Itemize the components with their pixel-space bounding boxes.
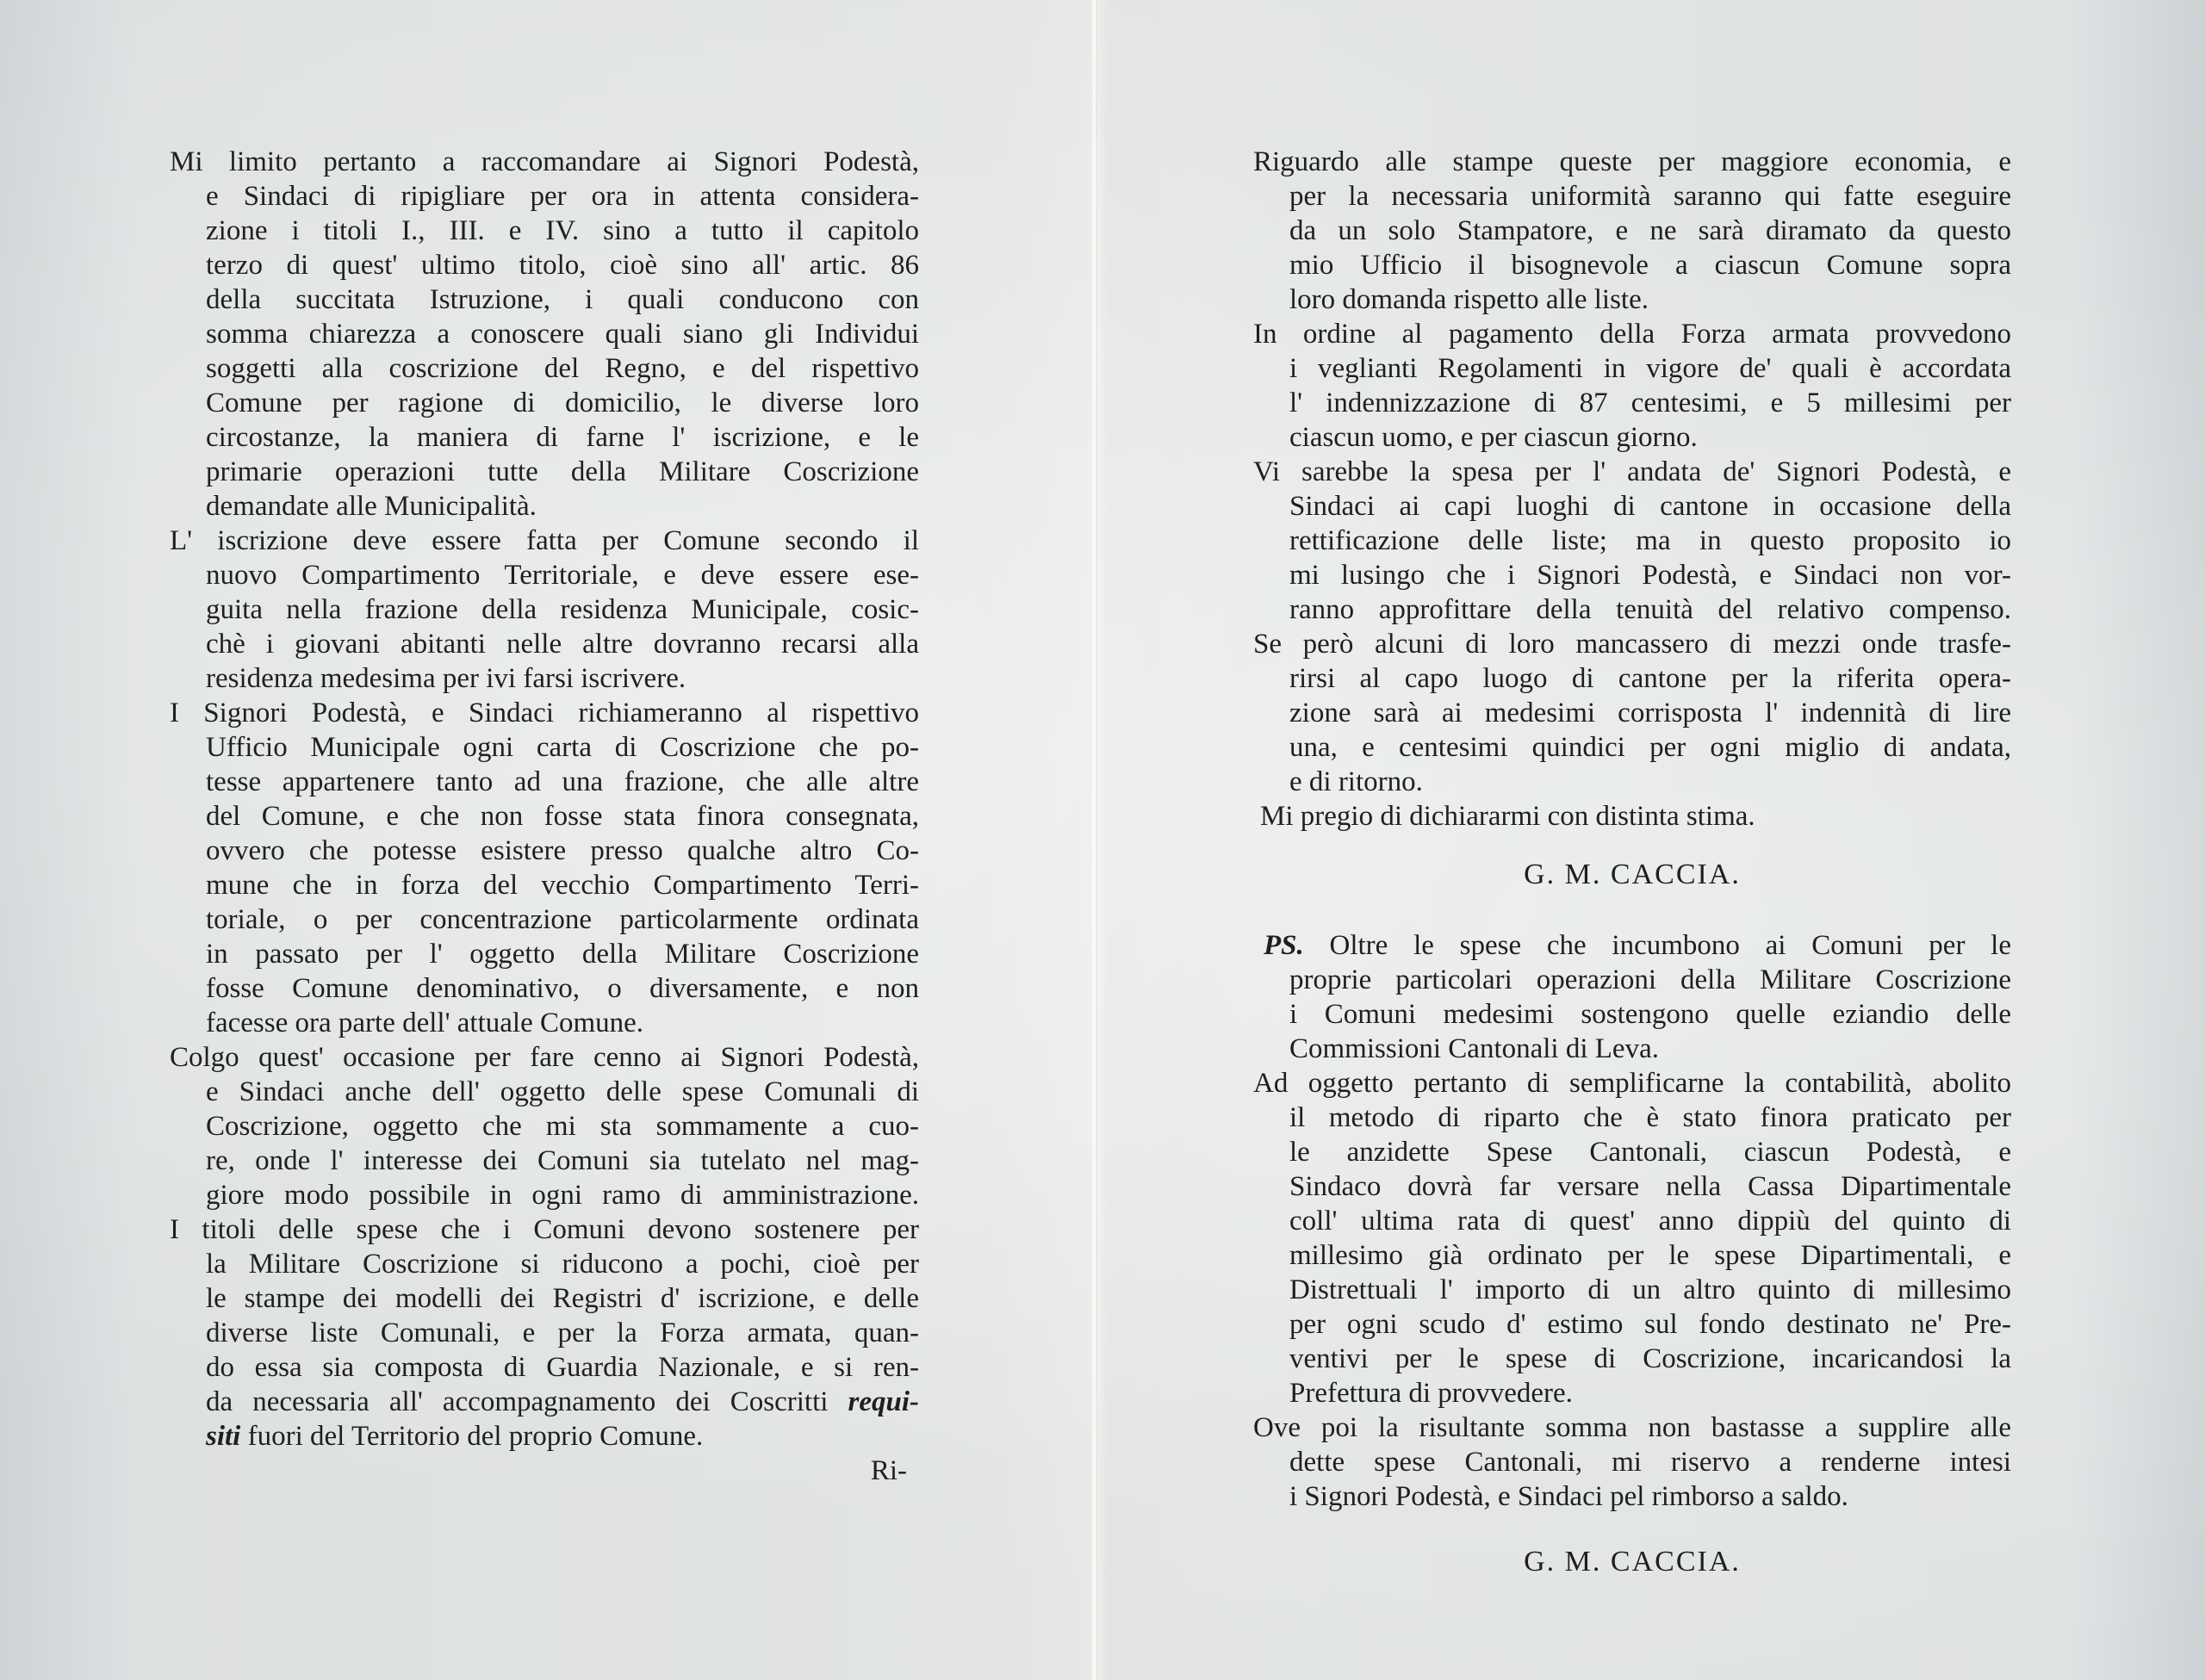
text-line: giore modo possibile in ogni ramo di amministrazione. <box>206 1180 919 1211</box>
text-line: nuovo Compartimento Territoriale, e deve essere ese- <box>206 560 919 591</box>
italic-word: siti <box>206 1421 241 1452</box>
text-line: in passato per l' oggetto della Militare Coscrizione <box>206 939 919 970</box>
spacer <box>1253 834 2011 858</box>
paragraph <box>170 1040 919 1212</box>
text-line: I Signori Podestà, e Sindaci richiameranno al rispettivo <box>170 697 919 728</box>
text-line: zione i titoli I., III. e IV. sino a tutto il capitolo <box>206 215 919 246</box>
text-line: ovvero che potesse esistere presso qualche altro Co- <box>206 835 919 866</box>
paragraph <box>1253 317 2011 455</box>
spacer <box>1253 1514 2011 1545</box>
text-line: Riguardo alle stampe queste per maggiore economia, e <box>1253 146 2011 177</box>
text-line <box>1253 928 2011 963</box>
text-line: ranno approfittare della tenuità del relativo compenso. <box>1289 594 2011 625</box>
paragraph <box>170 145 919 524</box>
text-line: Ufficio Municipale ogni carta di Coscrizione che po- <box>206 732 919 763</box>
text-line: i veglianti Regolamenti in vigore de' quali è accordata <box>1289 353 2011 384</box>
paragraph <box>1253 455 2011 627</box>
text-line: demandate alle Municipalità. <box>206 491 537 522</box>
paragraph <box>1253 1066 2011 1410</box>
text-line: rirsi al capo luogo di cantone per la riferita opera- <box>1289 663 2011 694</box>
signature: G. M. CACCIA. <box>1524 1546 1741 1578</box>
text-line: facesse ora parte dell' attuale Comune. <box>206 1007 644 1038</box>
text-line: Mi limito pertanto a raccomandare ai Signori Podestà, <box>170 146 919 177</box>
text-line: Distrettuali l' importo di un altro quinto di millesimo <box>1289 1274 2011 1305</box>
text-line: Prefettura di provvedere. <box>1289 1378 1573 1409</box>
text-line: guita nella frazione della residenza Municipale, cosic- <box>206 594 919 625</box>
text-line: somma chiarezza a conoscere quali siano gli Individui <box>206 319 919 350</box>
text-line: la Militare Coscrizione si riducono a pochi, cioè per <box>206 1249 919 1280</box>
text-line: coll' ultima rata di quest' anno dippiù del quinto di <box>1289 1206 2011 1237</box>
right-page <box>1253 145 2011 1579</box>
text-line: per ogni scudo d' estimo sul fondo destinato ne' Pre- <box>1289 1309 2011 1340</box>
text-line: da un solo Stampatore, e ne sarà diramato da questo <box>1289 215 2011 246</box>
text-line: terzo di quest' ultimo titolo, cioè sino all' artic. 86 <box>206 250 919 281</box>
text-line: Commissioni Cantonali di Leva. <box>1289 1033 1659 1064</box>
text-line: Comune per ragione di domicilio, le diverse loro <box>206 387 919 418</box>
paragraph <box>1253 627 2011 799</box>
text-line: In ordine al pagamento della Forza armata provvedono <box>1253 319 2011 350</box>
text-line: loro domanda rispetto alle liste. <box>1289 284 1649 315</box>
text-line: residenza medesima per ivi farsi iscrivere. <box>206 663 686 694</box>
text-line: Colgo quest' occasione per fare cenno ai Signori Podestà, <box>170 1042 919 1073</box>
text-line: do essa sia composta di Guardia Nazionale, e si ren- <box>206 1352 919 1383</box>
text-line: dette spese Cantonali, mi riservo a renderne intesi <box>1289 1447 2011 1478</box>
text-line: re, onde l' interesse dei Comuni sia tutelato nel mag- <box>206 1145 919 1176</box>
text-line: soggetti alla coscrizione del Regno, e del rispettivo <box>206 353 919 384</box>
text-line: toriale, o per concentrazione particolarmente ordinata <box>206 904 919 935</box>
text-line: circostanze, la maniera di farne l' iscrizione, e le <box>206 422 919 453</box>
page-fold <box>1092 0 1097 1680</box>
text-line: il metodo di riparto che è stato finora praticato per <box>1289 1102 2011 1133</box>
text-line: mio Ufficio il bisognevole a ciascun Comune sopra <box>1289 250 2011 281</box>
text-line: della succitata Istruzione, i quali conducono con <box>206 284 919 315</box>
text-line: mune che in forza del vecchio Compartimento Terri- <box>206 870 919 901</box>
text-line: le anzidette Spese Cantonali, ciascun Podestà, e <box>1289 1137 2011 1168</box>
paragraph <box>1253 799 2011 834</box>
spacer <box>1253 892 2011 928</box>
text-line: Se però alcuni di loro mancassero di mezzi onde trasfe- <box>1253 629 2011 660</box>
text-line: fosse Comune denominativo, o diversamente, e non <box>206 973 919 1004</box>
text-line: proprie particolari operazioni della Militare Coscrizione <box>1289 964 2011 995</box>
postscript-text: Oltre le spese che incumbono ai Comuni per le <box>1329 930 2011 961</box>
postscript <box>1253 928 2011 1066</box>
text-line: mi lusingo che i Signori Podestà, e Sindaci non vor- <box>1289 560 2011 591</box>
text-line: e di ritorno. <box>1289 766 1423 797</box>
closing-line: Mi pregio di dichiararmi con distinta stima. <box>1260 801 1755 832</box>
text-line: l' indennizzazione di 87 centesimi, e 5 millesimi per <box>1289 387 2011 418</box>
text-line: una, e centesimi quindici per ogni miglio di andata, <box>1289 732 2011 763</box>
text-line: millesimo già ordinato per le spese Dipartimentali, e <box>1289 1240 2011 1271</box>
text-line: per la necessaria uniformità saranno qui fatte eseguire <box>1289 181 2011 212</box>
text-line: diverse liste Comunali, e per la Forza armata, quan- <box>206 1317 919 1348</box>
paragraph <box>1253 145 2011 317</box>
text-line: i Signori Podestà, e Sindaci pel rimborso a saldo. <box>1289 1481 1848 1512</box>
text-line: Vi sarebbe la spesa per l' andata de' Signori Podestà, e <box>1253 456 2011 487</box>
text-line: chè i giovani abitanti nelle altre dovranno recarsi alla <box>206 629 919 660</box>
text-line: zione sarà ai medesimi corrisposta l' indennità di lire <box>1289 697 2011 728</box>
left-page <box>170 145 919 1488</box>
text-line: rettificazione delle liste; ma in questo proposito io <box>1289 525 2011 556</box>
text-line: ventivi per le spese di Coscrizione, incaricandosi la <box>1289 1343 2011 1374</box>
text-line: Sindaco dovrà far versare nella Cassa Dipartimentale <box>1289 1171 2011 1202</box>
text-line: I titoli delle spese che i Comuni devono sostenere per <box>170 1214 919 1245</box>
paragraph <box>1253 1410 2011 1514</box>
text-line: e Sindaci di ripigliare per ora in attenta considera- <box>206 181 919 212</box>
signature: G. M. CACCIA. <box>1524 859 1741 890</box>
text-line: L' iscrizione deve essere fatta per Comune secondo il <box>170 525 919 556</box>
italic-word: requi- <box>848 1386 919 1417</box>
catchword: Ri- <box>870 1455 907 1486</box>
text-line: Sindaci ai capi luoghi di cantone in occasione della <box>1289 491 2011 522</box>
text-line: da necessaria all' accompagnamento dei Coscritti requi- <box>206 1386 919 1417</box>
paragraph <box>170 524 919 696</box>
text-line: siti fuori del Territorio del proprio Comune. <box>206 1421 704 1452</box>
paragraph <box>170 1212 919 1454</box>
text-line: Ad oggetto pertanto di semplificarne la contabilità, abolito <box>1253 1068 2011 1099</box>
text-line: Coscrizione, oggetto che mi sta sommamente a cuo- <box>206 1111 919 1142</box>
text-line: del Comune, e che non fosse stata finora consegnata, <box>206 801 919 832</box>
paragraph <box>170 696 919 1040</box>
text-line: tesse appartenere tanto ad una frazione, che alle altre <box>206 766 919 797</box>
text-line: Ove poi la risultante somma non bastasse a supplire alle <box>1253 1412 2011 1443</box>
text-line: primarie operazioni tutte della Militare Coscrizione <box>206 456 919 487</box>
text-line: ciascun uomo, e per ciascun giorno. <box>1289 422 1698 453</box>
postscript-label: PS. <box>1264 930 1304 961</box>
text-line: i Comuni medesimi sostengono quelle eziandio delle <box>1289 999 2011 1030</box>
text-line: e Sindaci anche dell' oggetto delle spese Comunali di <box>206 1076 919 1107</box>
text-line: le stampe dei modelli dei Registri d' iscrizione, e delle <box>206 1283 919 1314</box>
